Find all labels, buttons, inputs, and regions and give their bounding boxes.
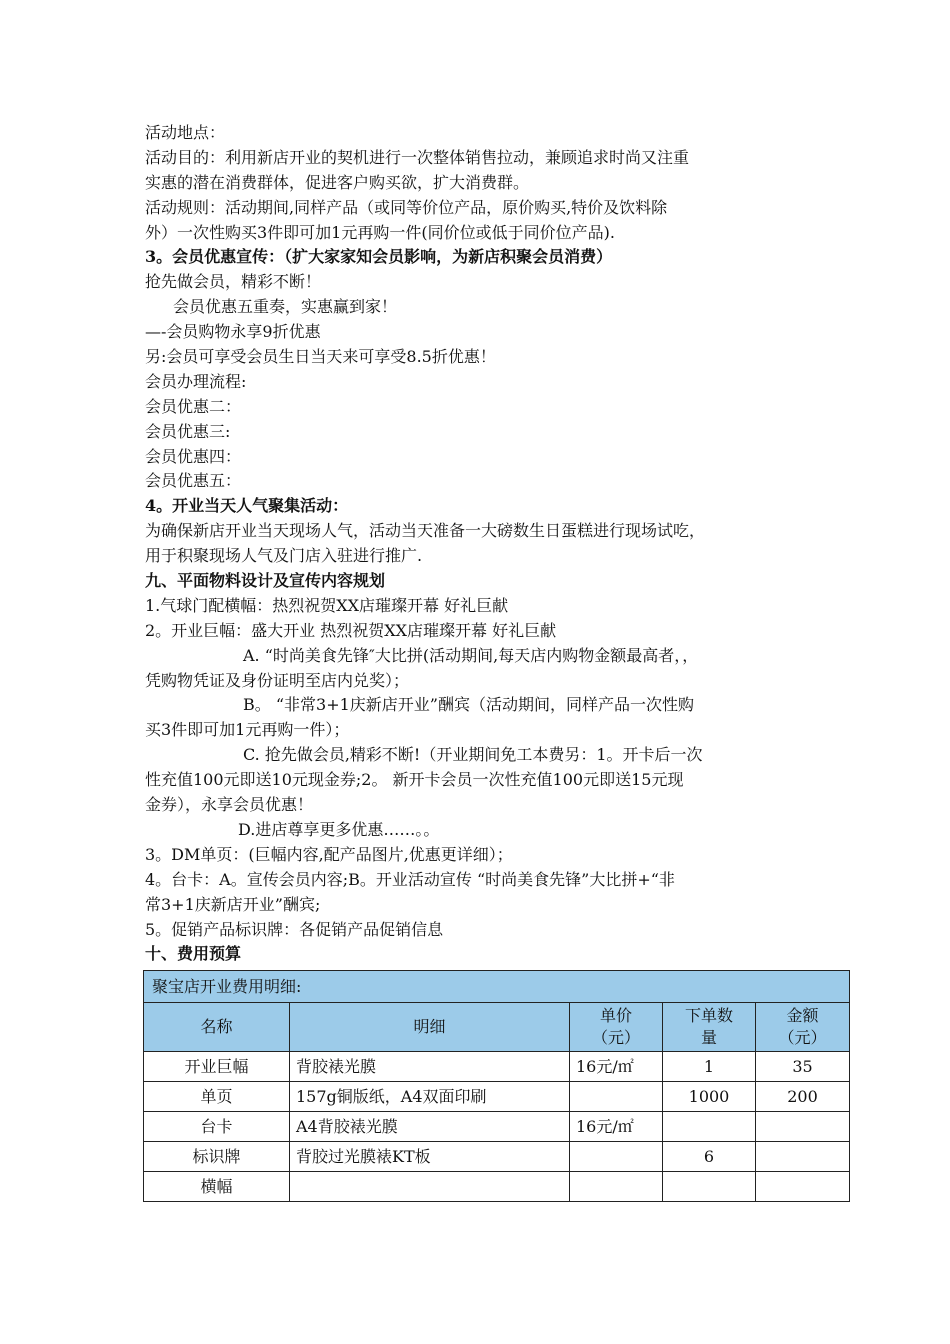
table-row	[144, 1052, 850, 1082]
text-line: 为确保新店开业当天现场人气，活动当天准备一大磅数生日蛋糕进行现场试吃，	[145, 521, 706, 541]
section-heading: 九、平面物料设计及宣传内容规划	[145, 571, 386, 591]
text-line: 另:会员可享受会员生日当天来可享受8.5折优惠！	[145, 347, 496, 367]
text-line: 金券），永享会员优惠！	[145, 795, 314, 815]
text-line: —-会员购物永享9折优惠	[145, 322, 321, 342]
table-cell	[570, 1082, 663, 1112]
text-line: 活动目的：利用新店开业的契机进行一次整体销售拉动，兼顾追求时尚又注重	[145, 147, 690, 167]
text-line: B。 “非常3+1庆新店开业”酬宾（活动期间，同样产品一次性购	[243, 695, 694, 715]
table-row	[144, 1082, 850, 1112]
text-line: 抢先做会员，精彩不断！	[145, 272, 322, 292]
table-row	[144, 1112, 850, 1142]
text-line: 会员优惠五重奏，实惠赢到家！	[173, 297, 398, 317]
text-line: 性充值100元即送10元现金券;2。 新开卡会员一次性充值100元即送15元现	[145, 770, 684, 790]
table-cell	[290, 1172, 570, 1202]
table-cell: 16元/㎡	[570, 1112, 663, 1142]
table-cell: 台卡	[144, 1112, 290, 1142]
table-cell: 35	[756, 1052, 850, 1082]
text-line: 活动地点：	[145, 123, 226, 142]
table-cell	[663, 1112, 756, 1142]
section-heading: 4。开业当天人气聚集活动：	[145, 496, 349, 516]
table-cell: 背胶过光膜裱KT板	[290, 1142, 570, 1172]
text-line: A. “时尚美食先锋″大比拼(活动期间,每天店内购物金额最高者，，	[243, 645, 699, 665]
text-line: 5。促销产品标识牌：各促销产品促销信息	[145, 919, 444, 939]
table-cell	[756, 1172, 850, 1202]
column-header: 金额 （元）	[756, 1003, 850, 1052]
table-cell	[570, 1172, 663, 1202]
text-line: 会员优惠四：	[145, 446, 242, 466]
table-cell	[756, 1142, 850, 1172]
table-cell: 开业巨幅	[144, 1052, 290, 1082]
table-cell: 背胶裱光膜	[290, 1052, 570, 1082]
table-cell: 横幅	[144, 1172, 290, 1202]
table-cell: 1000	[663, 1082, 756, 1112]
text-line: 用于积聚现场人气及门店入驻进行推广.	[145, 546, 423, 566]
table-cell: 200	[756, 1082, 850, 1112]
text-line: 会员办理流程:	[145, 371, 247, 391]
table-cell	[570, 1142, 663, 1172]
table-cell: 单页	[144, 1082, 290, 1112]
text-line: 外）一次性购买3件即可加1元再购一件(同价位或低于同价位产品).	[145, 222, 615, 242]
section-heading: 3。会员优惠宣传：（扩大家家知会员影响，为新店积聚会员消费）	[145, 247, 613, 267]
table-cell	[663, 1172, 756, 1202]
text-line: 2。开业巨幅：盛大开业 热烈祝贺XX店璀璨开幕 好礼巨献	[145, 620, 557, 640]
column-header: 明细	[290, 1003, 570, 1052]
text-line: 买3件即可加1元再购一件）；	[145, 720, 350, 740]
table-cell: 157g铜版纸，A4双面印刷	[290, 1082, 570, 1112]
text-line: 活动规则：活动期间,同样产品（或同等价位产品，原价购买,特价及饮料除	[145, 197, 668, 217]
text-line: 4。台卡：A。宣传会员内容;B。开业活动宣传 “时尚美食先锋”大比拼+“非	[145, 869, 675, 889]
column-header: 单价 （元）	[570, 1003, 663, 1052]
table-caption: 聚宝店开业费用明细:	[144, 971, 850, 1003]
table-cell: A4背胶裱光膜	[290, 1112, 570, 1142]
table-cell: 6	[663, 1142, 756, 1172]
text-line: 会员优惠三:	[145, 421, 231, 441]
text-line: 凭购物凭证及身份证明至店内兑奖）；	[145, 670, 410, 690]
column-header: 下单数 量	[663, 1003, 756, 1052]
text-line: 3。DM单页：(巨幅内容,配产品图片,优惠更详细）；	[145, 844, 513, 864]
body-text	[145, 121, 845, 967]
text-line: 会员优惠五：	[145, 471, 242, 491]
text-line: 常3+1庆新店开业”酬宾;	[145, 894, 321, 914]
budget-table	[143, 970, 850, 1202]
text-line: 实惠的潜在消费群体，促进客户购买欲，扩大消费群。	[145, 172, 530, 192]
text-line: 会员优惠二：	[145, 396, 242, 416]
table-cell: 1	[663, 1052, 756, 1082]
text-line: C. 抢先做会员,精彩不断!（开业期间免工本费另：1。开卡后一次	[243, 745, 703, 765]
table-row	[144, 1172, 850, 1202]
table-cell: 16元/㎡	[570, 1052, 663, 1082]
text-line: D.进店尊享更多优惠……。。	[238, 819, 440, 839]
table-row	[144, 1142, 850, 1172]
table-cell	[756, 1112, 850, 1142]
table-cell: 标识牌	[144, 1142, 290, 1172]
section-heading: 十、费用预算	[145, 944, 242, 964]
column-header: 名称	[144, 1003, 290, 1052]
text-line: 1.气球门配横幅：热烈祝贺XX店璀璨开幕 好礼巨献	[145, 595, 509, 615]
